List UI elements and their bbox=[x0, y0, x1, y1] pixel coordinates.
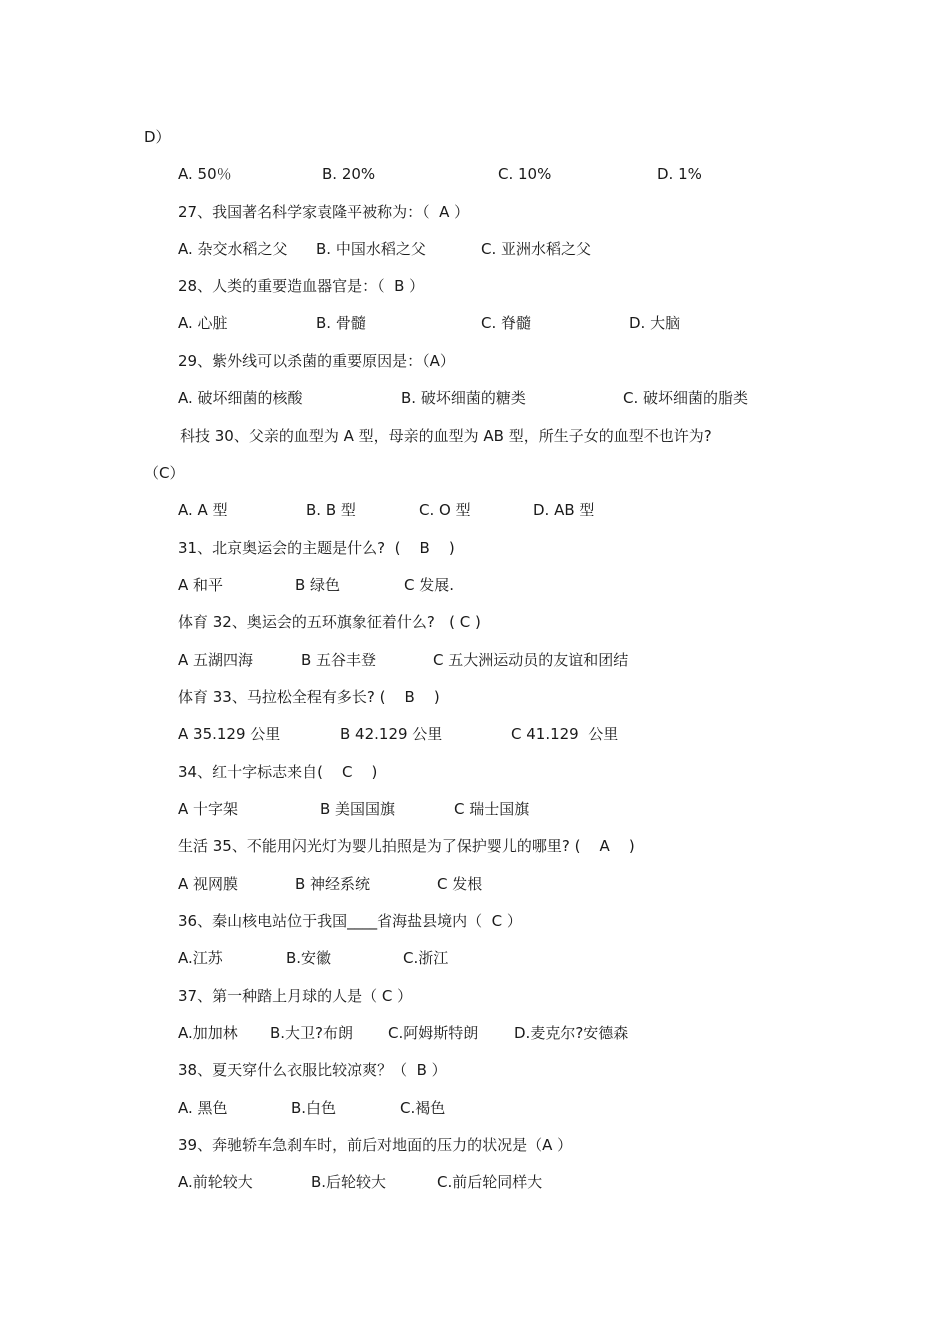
option-q38-c: C.褐色 bbox=[400, 1099, 446, 1117]
question-35: 生活 35、不能用闪光灯为婴儿拍照是为了保护婴儿的哪里? ( A ) bbox=[178, 837, 635, 855]
question-28: 28、人类的重要造血器官是：（ B ） bbox=[178, 277, 425, 295]
question-29: 29、紫外线可以杀菌的重要原因是：（A） bbox=[178, 352, 455, 370]
option-q26-b: B. 20% bbox=[322, 165, 376, 183]
option-q31-c: C 发展. bbox=[404, 576, 455, 594]
question-31: 31、北京奥运会的主题是什么? ( B ) bbox=[178, 539, 455, 557]
option-q36-b: B.安徽 bbox=[286, 949, 332, 967]
option-q32-c: C 五大洲运动员的友谊和团结 bbox=[433, 651, 629, 669]
option-q33-a: A 35.129 公里 bbox=[178, 725, 281, 743]
option-q37-c: C.阿姆斯特朗 bbox=[388, 1024, 479, 1042]
option-q29-c: C. 破坏细菌的脂类 bbox=[623, 389, 749, 407]
option-q27-a: A. 杂交水稻之父 bbox=[178, 240, 288, 258]
option-q39-b: B.后轮较大 bbox=[311, 1173, 387, 1191]
option-q27-b: B. 中国水稻之父 bbox=[316, 240, 426, 258]
option-q28-b: B. 骨髓 bbox=[316, 314, 366, 332]
option-q39-a: A.前轮较大 bbox=[178, 1173, 253, 1191]
option-q37-a: A.加加林 bbox=[178, 1024, 238, 1042]
option-q37-d: D.麦克尔?安德森 bbox=[514, 1024, 629, 1042]
option-q26-c: C. 10% bbox=[498, 165, 552, 183]
option-q37-b: B.大卫?布朗 bbox=[270, 1024, 354, 1042]
option-q31-b: B 绿色 bbox=[295, 576, 341, 594]
option-q32-b: B 五谷丰登 bbox=[301, 651, 377, 669]
question-36: 36、秦山核电站位于我国____省海盐县境内（ C ） bbox=[178, 912, 522, 930]
continued-answer: D） bbox=[144, 128, 171, 146]
option-q34-b: B 美国国旗 bbox=[320, 800, 396, 818]
question-39: 39、奔驰轿车急刹车时，前后对地面的压力的状况是（A ） bbox=[178, 1136, 573, 1154]
question-34: 34、红十字标志来自( C ) bbox=[178, 763, 378, 781]
option-q26-a: A. 50％ bbox=[178, 165, 232, 183]
option-q29-b: B. 破坏细菌的糖类 bbox=[401, 389, 526, 407]
option-q34-c: C 瑞士国旗 bbox=[454, 800, 530, 818]
option-q29-a: A. 破坏细菌的核酸 bbox=[178, 389, 303, 407]
option-q31-a: A 和平 bbox=[178, 576, 224, 594]
option-q35-c: C 发根 bbox=[437, 875, 483, 893]
option-q30-b: B. B 型 bbox=[306, 501, 356, 519]
option-q27-c: C. 亚洲水稻之父 bbox=[481, 240, 592, 258]
option-q28-c: C. 脊髓 bbox=[481, 314, 532, 332]
option-q33-b: B 42.129 公里 bbox=[340, 725, 443, 743]
option-q38-a: A. 黑色 bbox=[178, 1099, 228, 1117]
option-q28-a: A. 心脏 bbox=[178, 314, 228, 332]
option-q38-b: B.白色 bbox=[291, 1099, 337, 1117]
question-30-answer: （C） bbox=[144, 464, 185, 482]
question-33: 体育 33、马拉松全程有多长? ( B ) bbox=[178, 688, 440, 706]
option-q30-d: D. AB 型 bbox=[533, 501, 595, 519]
question-27: 27、我国著名科学家袁隆平被称为：（ A ） bbox=[178, 203, 470, 221]
question-37: 37、第一种踏上月球的人是（ C ） bbox=[178, 987, 413, 1005]
option-q30-a: A. A 型 bbox=[178, 501, 228, 519]
question-38: 38、夏天穿什么衣服比较凉爽？（ B ） bbox=[178, 1061, 447, 1079]
option-q36-c: C.浙江 bbox=[403, 949, 449, 967]
question-32: 体育 32、奥运会的五环旗象征着什么? ( C ) bbox=[178, 613, 481, 631]
option-q35-a: A 视网膜 bbox=[178, 875, 239, 893]
option-q28-d: D. 大脑 bbox=[629, 314, 681, 332]
option-q36-a: A.江苏 bbox=[178, 949, 223, 967]
option-q26-d: D. 1% bbox=[657, 165, 702, 183]
option-q35-b: B 神经系统 bbox=[295, 875, 371, 893]
option-q33-c: C 41.129 公里 bbox=[511, 725, 619, 743]
option-q32-a: A 五湖四海 bbox=[178, 651, 254, 669]
question-30: 科技 30、父亲的血型为 A 型，母亲的血型为 AB 型，所生子女的血型不也许为? bbox=[180, 427, 712, 445]
option-q34-a: A 十字架 bbox=[178, 800, 239, 818]
option-q30-c: C. O 型 bbox=[419, 501, 471, 519]
option-q39-c: C.前后轮同样大 bbox=[437, 1173, 543, 1191]
